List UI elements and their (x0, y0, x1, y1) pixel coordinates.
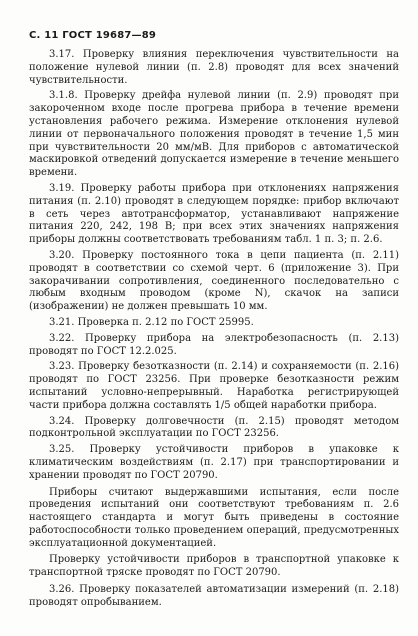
paragraph-3-20: 3.20. Проверку постоянного тока в цепи пациента (п. 2.11) проводят в соответствии со схемой черт. 6 (приложение 3). При закорачивании сопротивления, соединенного последовательно с любым входным проводом (кроме N), скачок на записи (изображении) не должен превышать 10 мм. (29, 249, 399, 313)
paragraph-3-17: 3.17. Проверку влияния переключения чувствительности на положение нулевой линии (п. 2.8) проводят для всех значений чувствительности. (29, 49, 399, 86)
paragraph-3-22: 3.22. Проверку прибора на электробезопасность (п. 2.13) проводят по ГОСТ 12.2.025. (29, 332, 399, 357)
paragraph-3-26: 3.26. Проверку показателей автоматизации измерений (п. 2.18) проводят опробыванием. (29, 584, 399, 608)
paragraph-3-25: 3.25. Проверку устойчивости приборов в упаковке к климатическим воздействиям (п. 2.17) при транспортировании и хранении проводят по ГОСТ 20790. (29, 444, 399, 481)
paragraph-3-23: 3.23. Проверку безотказности (п. 2.14) и сохраняемости (п. 2.16) проводят по ГОСТ 23256. При проверке безотказности режим испытаний условно-непрерывный. Наработка регистрирующей части прибора должна составлять 1/5 общей наработки прибора. (29, 361, 399, 411)
document-body (29, 49, 399, 613)
paragraph-3-21: 3.21. Проверка п. 2.12 по ГОСТ 25995. (49, 316, 254, 328)
paragraph-3-19: 3.19. Проверку работы прибора при отклонениях напряжения питания (п. 2.10) проводят в следующем порядке: прибор включают в сеть через автотрансформатор, устанавливают напряжение питания 220, 242, 198 В; при всех этих значениях напряжения приборы должны соответствовать требованиям табл. 1 п. 3; п. 2.6. (29, 182, 399, 246)
paragraph-transport-shake: Проверку устойчивости приборов в транспортной упаковке к транспортной тряске проводят по ГОСТ 20790. (29, 554, 399, 579)
paragraph-3-24: 3.24. Проверку долговечности (п. 2.15) проводят методом подконтрольной эксплуатации по ГОСТ 23256. (29, 415, 399, 440)
paragraph-test-results: Приборы считают выдержавшими испытания, если после проведения испытаний они соответствуют требованиям п. 2.6 настоящего стандарта и могут быть приведены в состояние работоспособности только проведением операций, предусмотренных эксплуатационной документацией. (29, 486, 399, 549)
page-header: С. 11 ГОСТ 19687—89 (29, 30, 157, 41)
paragraph-3-18: 3.1.8. Проверку дрейфа нулевой линии (п. 2.9) проводят при закороченном входе после прогрева прибора в течение времени установления рабочего режима. Измерение отклонения нулевой линии от первоначального положения проводят в течение 1,5 мин при чувствительности 20 мм/мВ. Для приборов с автоматической маскировкой отведений допускается измерение в течение меньшего времени. (29, 90, 399, 179)
